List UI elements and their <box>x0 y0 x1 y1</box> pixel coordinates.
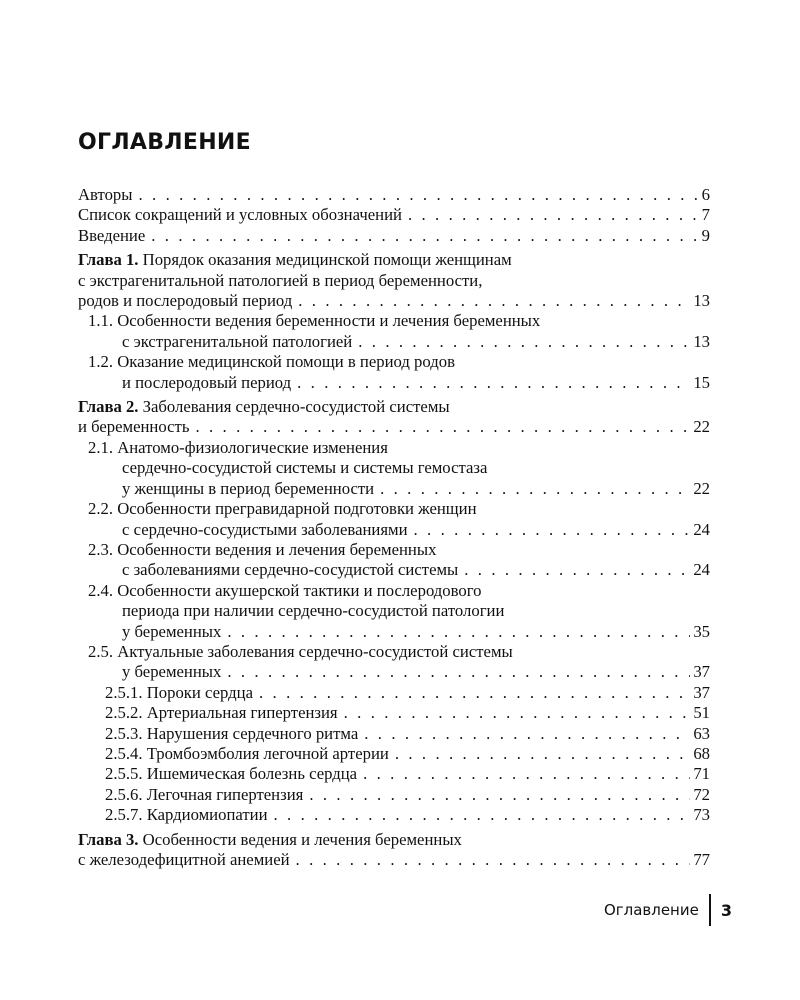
toc-entry-abbreviations[interactable] <box>78 205 710 225</box>
toc-entry-title: 2.5.1. Пороки сердца <box>105 682 253 702</box>
toc-entry-chapter-3[interactable] <box>78 830 710 871</box>
dot-leader <box>227 662 690 682</box>
toc-entry-section-2-5-5[interactable] <box>78 764 710 784</box>
toc-page-number: 6 <box>701 185 710 204</box>
dot-leader <box>151 226 698 246</box>
toc-entry-title: 2.5.6. Легочная гипертензия <box>105 784 304 804</box>
toc-entry-section-2-1[interactable] <box>78 438 710 499</box>
toc-entry-section-2-5[interactable] <box>78 642 710 683</box>
toc-entry-title: Авторы <box>78 185 133 204</box>
toc-page-number: 71 <box>693 764 710 784</box>
toc-entry-title-line: с экстрагенитальной патологией в период беременности, <box>78 270 483 290</box>
toc-entry-title: 2.5. Актуальные заболевания сердечно-сосудистой системы <box>88 641 513 661</box>
toc-entry-title-line: и беременность <box>78 417 190 437</box>
toc-entry-title-line: с заболеваниями сердечно-сосудистой системы <box>122 560 459 580</box>
dot-leader <box>139 185 699 205</box>
chapter-label: Глава 3. <box>78 829 139 849</box>
dot-leader <box>227 622 690 642</box>
toc-entry-title-line: с железодефицитной анемией <box>78 850 290 869</box>
toc-entry-title: 2.5.5. Ишемическая болезнь сердца <box>105 764 358 784</box>
toc-entry-section-2-3[interactable] <box>78 540 710 581</box>
toc-page-number: 63 <box>693 723 710 743</box>
toc-entry-title: Порядок оказания медицинской помощи женщинам <box>142 250 512 270</box>
toc-entry-title: 2.5.2. Артериальная гипертензия <box>105 703 338 723</box>
table-of-contents <box>78 185 710 870</box>
footer-divider <box>709 894 711 926</box>
toc-entry-section-1-1[interactable] <box>78 311 710 352</box>
dot-leader <box>296 850 691 870</box>
toc-entry-title: 1.2. Оказание медицинской помощи в период родов <box>88 352 455 372</box>
toc-page-number: 22 <box>693 417 710 437</box>
toc-entry-title-line: и послеродовый период <box>122 372 292 392</box>
dot-leader <box>358 332 690 352</box>
dot-leader <box>259 683 690 703</box>
toc-entry-title: 2.5.7. Кардиомиопатии <box>105 805 268 825</box>
toc-entry-section-2-5-6[interactable] <box>78 785 710 805</box>
toc-page-number: 13 <box>693 331 710 351</box>
toc-page-number: 9 <box>701 225 710 245</box>
toc-entry-section-1-2[interactable] <box>78 352 710 393</box>
toc-entry-title: 2.1. Анатомо-физиологические изменения <box>88 437 388 457</box>
dot-leader <box>414 520 691 540</box>
toc-page-number: 7 <box>701 205 710 225</box>
toc-entry-title-line: родов и послеродовый период <box>78 291 293 311</box>
toc-page-number: 13 <box>693 291 710 311</box>
toc-page-number: 15 <box>693 372 710 392</box>
toc-page-number: 68 <box>693 743 710 763</box>
toc-page-number: 73 <box>693 805 710 825</box>
toc-entry-chapter-2[interactable] <box>78 397 710 438</box>
toc-entry-title: 2.5.3. Нарушения сердечного ритма <box>105 723 359 743</box>
toc-entry-introduction[interactable] <box>78 226 710 246</box>
toc-entry-section-2-5-1[interactable] <box>78 683 710 703</box>
toc-entry-title: Список сокращений и условных обозначений <box>78 205 402 225</box>
dot-leader <box>297 373 690 393</box>
toc-page-number: 51 <box>693 703 710 723</box>
dot-leader <box>274 805 691 825</box>
toc-entry-title: Заболевания сердечно-сосудистой системы <box>142 397 450 417</box>
chapter-label: Глава 2. <box>78 397 139 417</box>
toc-page-number: 37 <box>693 682 710 702</box>
toc-entry-authors[interactable] <box>78 185 710 205</box>
toc-entry-title: 2.4. Особенности акушерской тактики и послеродового <box>88 580 482 600</box>
toc-entry-title: 2.3. Особенности ведения и лечения беременных <box>88 539 437 559</box>
toc-entry-section-2-4[interactable] <box>78 581 710 642</box>
toc-entry-title-line: у женщины в период беременности <box>122 478 375 498</box>
toc-page-number: 37 <box>693 662 710 682</box>
dot-leader <box>344 703 691 723</box>
page-footer <box>604 893 732 927</box>
toc-page-number: 77 <box>693 850 710 869</box>
dot-leader <box>395 744 690 764</box>
dot-leader <box>298 291 690 311</box>
toc-entry-title: Введение <box>78 225 146 245</box>
footer-section-title: Оглавление <box>603 901 699 919</box>
toc-page-number: 35 <box>693 621 710 641</box>
dot-leader <box>363 764 690 784</box>
toc-entry-section-2-5-7[interactable] <box>78 805 710 825</box>
toc-entry-section-2-5-3[interactable] <box>78 724 710 744</box>
toc-entry-title-line: с экстрагенитальной патологией <box>122 331 353 351</box>
toc-entry-title-line: у беременных <box>122 662 222 682</box>
toc-entry-section-2-2[interactable] <box>78 499 710 540</box>
toc-entry-title: 1.1. Особенности ведения беременности и лечения беременных <box>88 311 541 331</box>
toc-page-number: 22 <box>693 478 710 498</box>
toc-entry-section-2-5-2[interactable] <box>78 703 710 723</box>
dot-leader <box>309 785 690 805</box>
toc-entry-chapter-1[interactable] <box>78 250 710 311</box>
dot-leader <box>408 205 699 225</box>
toc-entry-section-2-5-4[interactable] <box>78 744 710 764</box>
toc-entry-title-line: периода при наличии сердечно-сосудистой патологии <box>122 601 505 621</box>
dot-leader <box>364 724 690 744</box>
toc-entry-title: Особенности ведения и лечения беременных <box>142 829 462 849</box>
chapter-label: Глава 1. <box>78 250 139 270</box>
dot-leader <box>380 479 690 499</box>
page-title: ОГЛАВЛЕНИЕ <box>78 130 251 155</box>
toc-entry-title-line: сердечно-сосудистой системы и системы гемостаза <box>122 458 488 478</box>
footer-page-number: 3 <box>720 900 732 920</box>
dot-leader <box>195 417 690 437</box>
toc-page-number: 24 <box>693 560 710 580</box>
toc-entry-title-line: у беременных <box>122 621 222 641</box>
toc-page-number: 24 <box>693 519 710 539</box>
toc-entry-title: 2.2. Особенности прегравидарной подготовки женщин <box>88 499 477 519</box>
dot-leader <box>464 560 690 580</box>
toc-entry-title-line: с сердечно-сосудистыми заболеваниями <box>122 519 408 539</box>
toc-page-number: 72 <box>693 784 710 804</box>
toc-entry-title: 2.5.4. Тромбоэмболия легочной артерии <box>105 743 389 763</box>
